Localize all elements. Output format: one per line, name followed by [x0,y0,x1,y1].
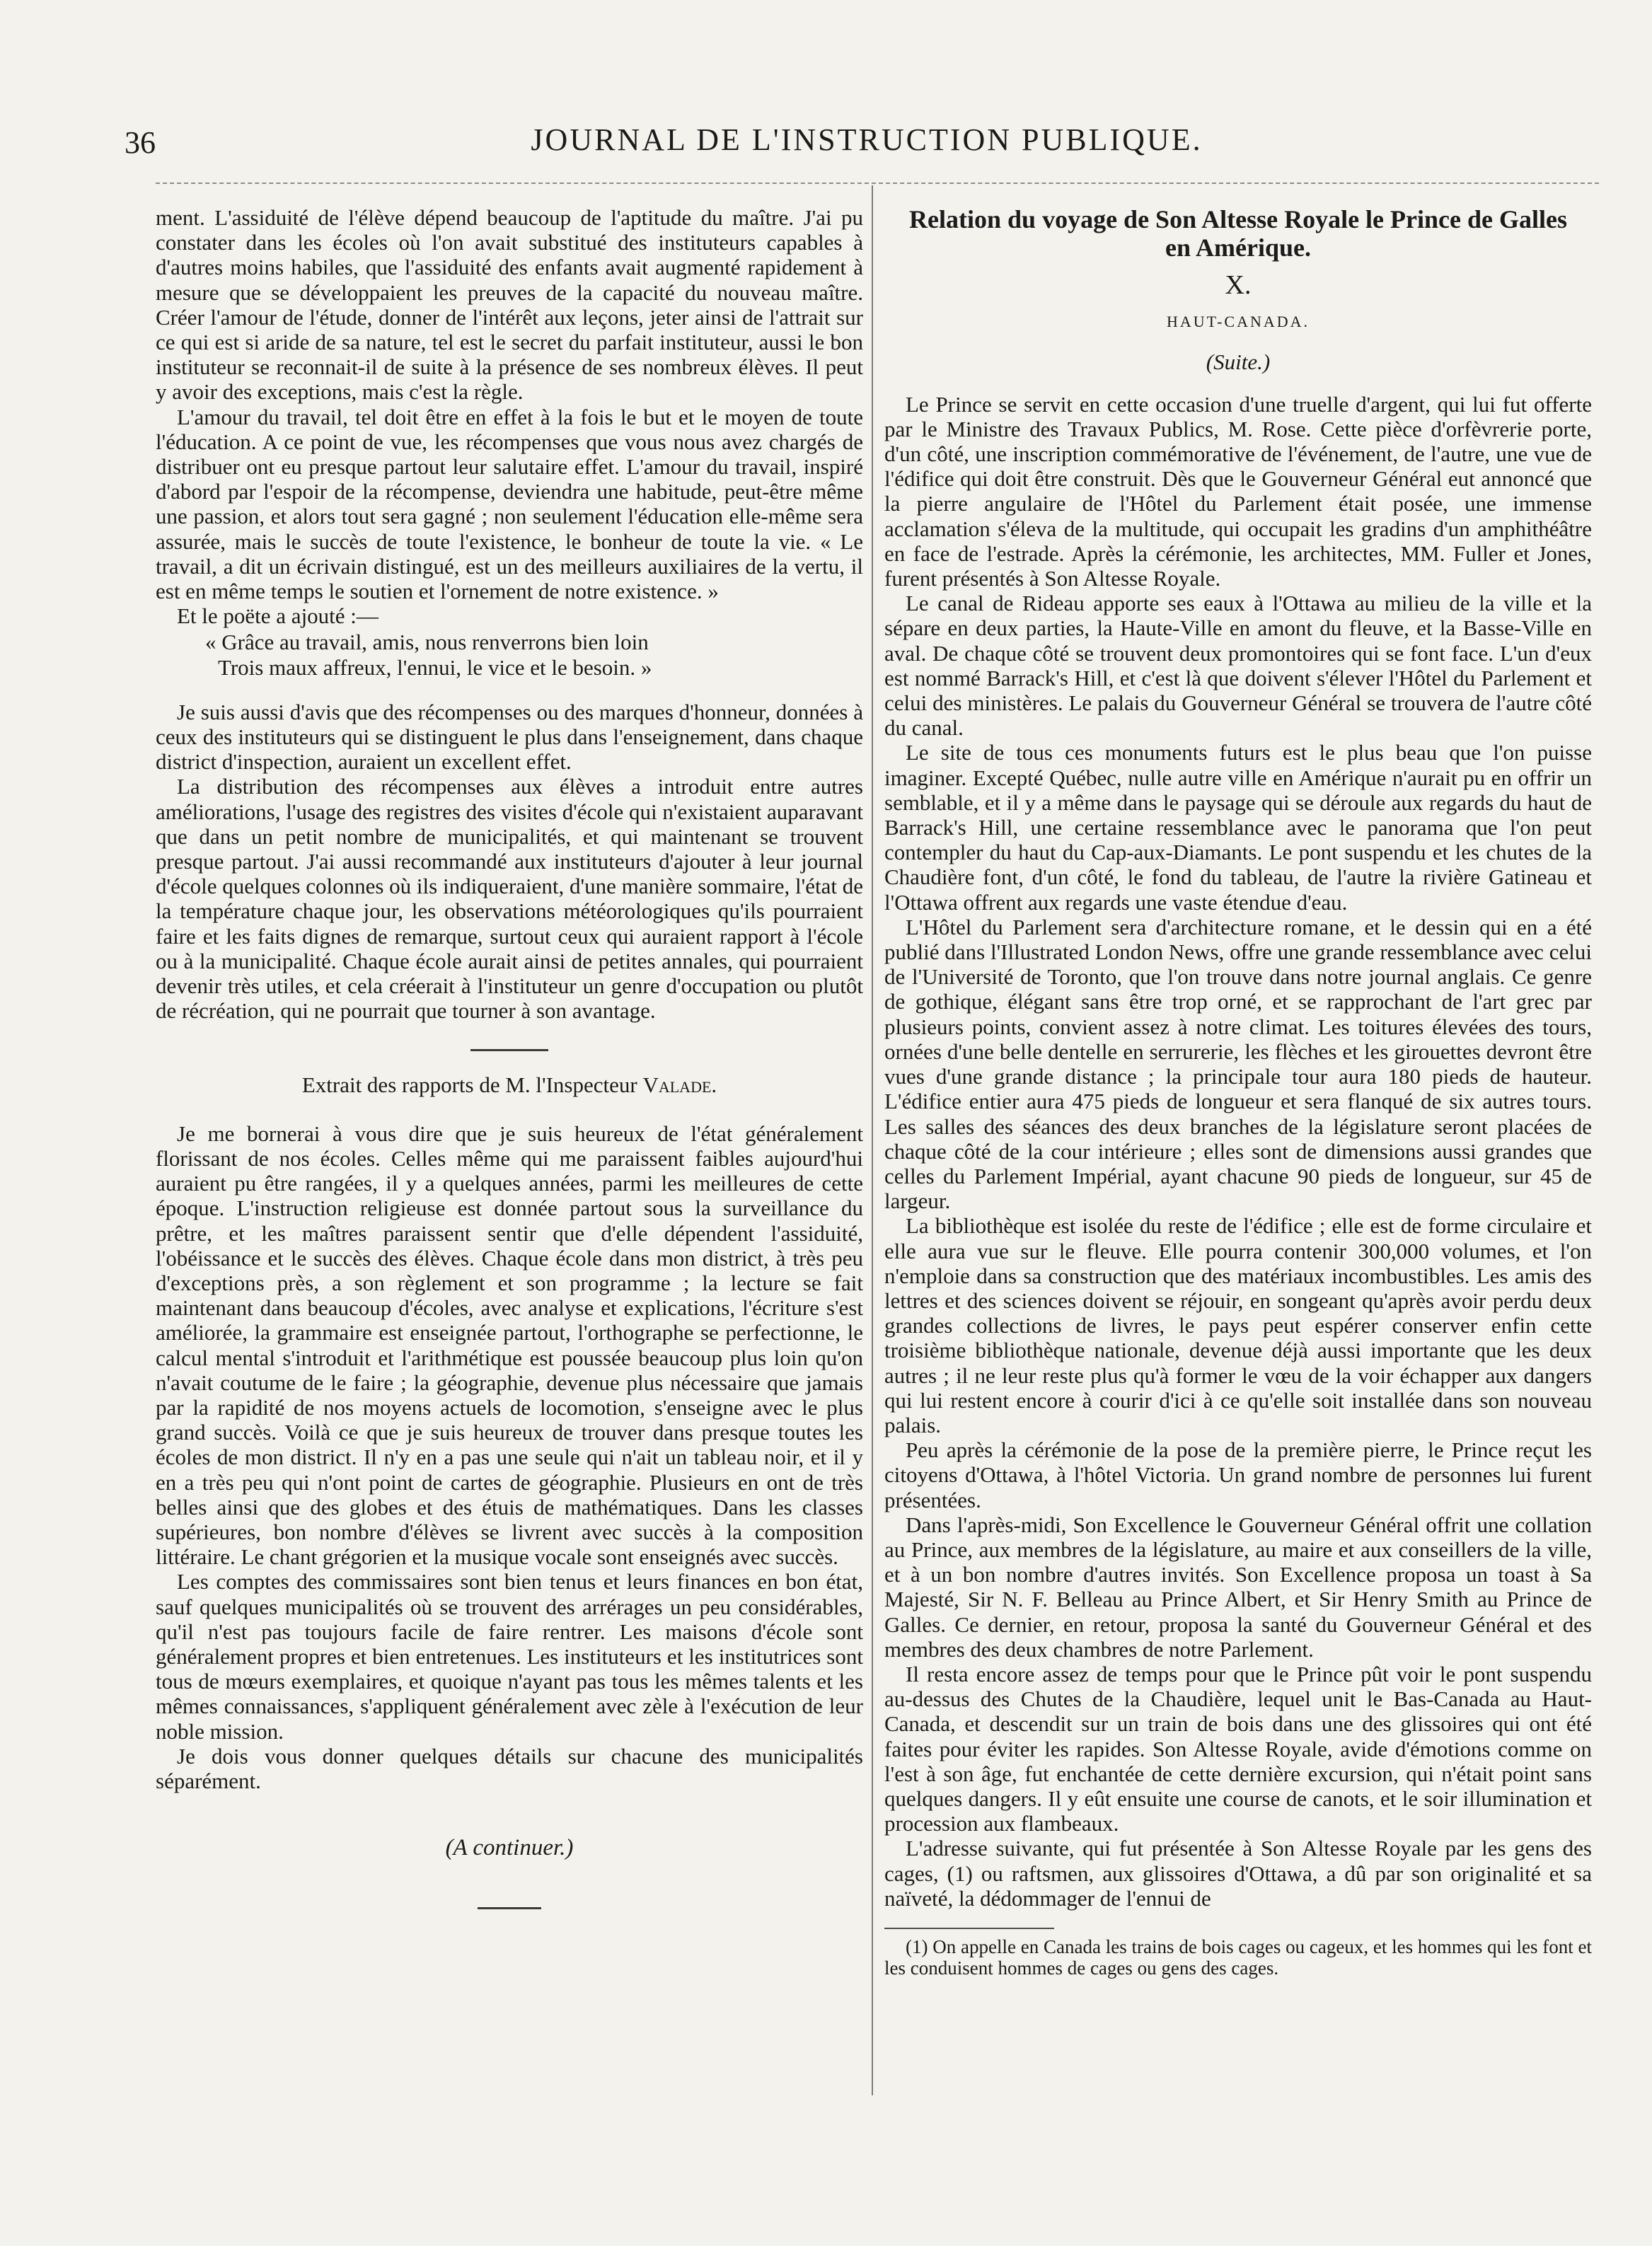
extract-title: Extrait des rapports de M. l'Inspecteur [301,1072,637,1097]
column-divider [872,185,873,2095]
left-column [156,205,863,1909]
header-rule [156,183,1599,184]
article-number: X. [1225,270,1252,300]
paragraph: L'adresse suivante, qui fut présentée à Son Altesse Royale par les gens des cages, (1) ou raftsmen, aux glissoires d'Ottawa, a dû par son originalité et sa naïveté, la dédommager de l'ennui de [884,1836,1592,1911]
paragraph: ment. L'assiduité de l'élève dépend beaucoup de l'aptitude du maître. J'ai pu constater dans les écoles où l'on avait substitué des instituteurs capables à d'autres moins habiles, que l'assiduité des enfants avait augmenté rapidement à mesure que se développaient les preuves de la capacité du nouveau maître. Créer l'amour de l'étude, donner de l'intérêt aux leçons, jeter ainsi de l'attrait sur ce qui est si aride de sa nature, tel est le secret du parfait instituteur, aussi le bon instituteur se reconnait-il de suite à la présence de ses nombreux élèves. Il peut y avoir des exceptions, mais c'est la règle. [156,205,863,405]
poem-line: Trois maux affreux, l'ennui, le vice et le besoin. » [218,654,652,680]
paragraph: L'Hôtel du Parlement sera d'architecture romane, et le dessin qui en a été publié dans l'Illustrated London News, offre une grande ressemblance avec celui de l'Université de Toronto, que l'on trouve dans notre journal anglais. Ce genre de gothique, élégant sans être trop orné, et se rapprochant de l'art grec par plusieurs points, convient assez à notre climat. Les toitures élevées des tours, ornées d'une belle dentelle en serrurerie, les flèches et les girouettes devront être vues d'une grande distance ; la principale tour aura 180 pieds de hauteur. L'édifice entier aura 475 pieds de longueur et sera flanqué de six autres tours. Les salles des séances des deux branches de la législature seront placées de chaque côté de la cour intérieure ; elles sont de dimensions aussi grandes que celles du Parlement Impérial, ayant chacune 90 pieds de longueur, sur 45 de largeur. [884,914,1592,1214]
paragraph: Les comptes des commissaires sont bien tenus et leurs finances en bon état, sauf quelques municipalités où se trouvent des arrérages un peu considérables, qu'il n'est pas toujours facile de faire rentrer. Les maisons d'école sont généralement propres et bien entretenues. Les instituteurs et les institutrices sont tous de mœurs exemplaires, et quoique n'ayant pas tous les mêmes talents et les mêmes connaissances, s'appliquent généralement avec zèle à l'exécution de leur noble mission. [156,1569,863,1744]
page-header [113,119,1578,168]
paragraph: La distribution des récompenses aux élèves a introduit entre autres améliorations, l'usage des registres des visites d'école qui n'existaient auparavant que dans un petit nombre de municipalités, et qui maintenant se trouvent presque partout. J'ai aussi recommandé aux instituteurs d'ajouter à leur journal d'école quelques colonnes où ils indiqueraient, d'une manière sommaire, l'état de la température chaque jour, les observations météorologiques qu'ils pourraient faire et les faits dignes de remarque, surtout ceux qui auraient rapport à l'école ou à la municipalité. Chaque école aurait ainsi de petites annales, qui pourraient devenir très utiles, et cela créerait à l'instituteur un genre d'occupation ou plutôt de récréation, qui ne pourrait que tourner à son avantage. [156,774,863,1024]
region-heading: HAUT-CANADA. [1166,313,1310,331]
paragraph: Le Prince se servit en cette occasion d'une truelle d'argent, qui lui fut offerte par le Ministre des Travaux Publics, M. Rose. Cette pièce d'orfèvrerie porte, d'un côté, une inscription commémorative de l'événement, de l'autre, une vue de l'édifice qui doit être construit. Dès que le Gouverneur Général eut annoncé que la pierre angulaire de l'Hôtel du Parlement était posée, une immense acclamation s'éleva de la multitude, qui occupait les gradins d'un amphithéâtre en face de l'estrade. Après la cérémonie, les architectes, MM. Fuller et Jones, furent présentés à Son Altesse Royale. [884,391,1592,591]
paragraph: Le site de tous ces monuments futurs est le plus beau que l'on puisse imaginer. Excepté Québec, nulle autre ville en Amérique n'aurait pu en offrir un semblable, et il y a même dans le paysage qui se déroule aux regards du haut de Barrack's Hill, une certaine ressemblance avec le panorama que l'on peut contempler du haut du Cap-aux-Diamants. Le pont suspendu et les chutes de la Chaudière font, d'un côté, le fond du tableau, de l'autre la rivière Gatineau et l'Ottawa offrent aux regards une vaste étendue d'eau. [884,740,1592,915]
paragraph: L'amour du travail, tel doit être en effet à la fois le but et le moyen de toute l'éducation. A ce point de vue, les récompenses que vous nous avez chargés de distribuer ont eu presque partout leur salutaire effet. L'amour du travail, inspiré d'abord par l'espoir de la récompense, deviendra une habitude, peut-être même une passion, et alors tout sera gagné ; non seulement l'éducation elle-même sera assurée, mais le succès de toute l'existence, le bonheur de toute la vie. « Le travail, a dit un écrivain distingué, est un des meilleurs auxiliaires de la vertu, il est en même temps le soutien et l'ornement de notre existence. » [156,404,863,604]
section-divider [470,1049,548,1051]
paragraph: La bibliothèque est isolée du reste de l'édifice ; elle est de forme circulaire et elle aura vue sur le fleuve. Elle pourra contenir 300,000 volumes, et l'on n'emploie dans sa construction que des matériaux incombustibles. Les amis des lettres et des sciences doivent se réjouir, en songeant qu'après avoir perdu deux grandes collections de livres, le pays peut espérer conserver enfin cette troisième bibliothèque nationale, devenue déjà aussi importante que les deux autres ; il ne leur reste plus qu'à former le vœu de la voir échapper aux dangers qui lui restent encore à courir d'ici à ce qu'elle soit installée dans son nouveau palais. [884,1213,1592,1437]
continued-label: (Suite.) [1206,349,1271,375]
poem-quote [205,630,863,679]
footnote: (1) On appelle en Canada les trains de bois cages ou cageux, et les hommes qui les font et les conduisent hommes de cages ou gens des cages. [884,1936,1592,1979]
paragraph: Peu après la cérémonie de la pose de la première pierre, le Prince reçut les citoyens d'Ottawa, à l'hôtel Victoria. Un grand nombre de personnes lui furent présentées. [884,1437,1592,1512]
paragraph: Dans l'après-midi, Son Excellence le Gouverneur Général offrit une collation au Prince, aux membres de la législature, au maire et aux conseillers de la ville, et à un bon nombre d'autres invités. Son Excellence proposa un toast à Sa Majesté, Sir N. F. Belleau au Prince Albert, et Sir Henry Smith au Prince de Galles. Ce dernier, en retour, proposa la santé du Gouverneur Général et des membres des deux chambres de notre Parlement. [884,1512,1592,1662]
right-column [884,205,1592,1979]
footnote-rule [884,1928,1054,1929]
page-number: 36 [125,125,156,160]
paragraph: Je me bornerai à vous dire que je suis heureux de l'état généralement florissant de nos écoles. Celles même qui me paraissent faibles aujourd'hui auraient pu être rangées, il y a quelques années, parmi les meilleures de cette époque. L'instruction religieuse est donnée partout sous la surveillance du prêtre, et les maîtres paraissent sentir que d'elle dépendent l'assiduité, l'obéissance et le succès des élèves. Chaque école dans mon district, à très peu d'exceptions près, a son règlement et son programme ; la lecture se fait maintenant dans beaucoup d'écoles, avec analyse et explications, l'écriture s'est améliorée, la grammaire est enseignée partout, l'orthographe se perfectionne, le calcul mental s'introduit et l'arithmétique est poussée beaucoup plus loin qu'on n'avait coutume de le faire ; la géographie, devenue plus nécessaire que jamais par la rapidité de nos moyens actuels de locomotion, s'enseigne avec le plus grand succès. Voilà ce que je suis heureux de trouver dans presque toutes les écoles de mon district. Il n'y en a pas une seule qui n'ait un tableau noir, et il y en a très peu qui n'ont point de cartes de géographie. Plusieurs en ont de très belles ainsi que des globes et des étuis de mathématiques. Dans les classes supérieures, bon nombre d'élèves se livrent avec succès à la composition littéraire. Le chant grégorien et la musique vocale sont enseignés avec succès. [156,1121,863,1570]
paragraph: Je suis aussi d'avis que des récompenses ou des marques d'honneur, données à ceux des instituteurs qui se distinguent le plus dans l'enseignement, dans chaque district d'inspection, auraient un excellent effet. [156,699,863,775]
journal-title: JOURNAL DE L'INSTRUCTION PUBLIQUE. [531,122,1203,157]
to-be-continued: (A continuer.) [445,1835,574,1861]
paragraph: Je dois vous donner quelques détails sur chacune des municipalités séparément. [156,1743,863,1793]
inspector-name: Valade. [642,1072,717,1097]
paragraph: Il resta encore assez de temps pour que le Prince pût voir le pont suspendu au-dessus des Chutes de la Chaudière, lequel unit le Bas-Canada au Haut-Canada, et descendit sur un train de bois dans une des glissoires qui ont été faites pour éviter les rapides. Son Altesse Royale, avide d'émotions comme on l'est à son âge, fut enchantée de cette dernière excursion, qui n'était point sans quelques dangers. Il y eût ensuite une course de canots, et le soir illumination et procession aux flambeaux. [884,1661,1592,1836]
end-divider [478,1907,541,1909]
extract-heading [156,1072,863,1097]
paragraph: Et le poëte a ajouté :— [177,603,379,629]
article-title: Relation du voyage de Son Altesse Royale le Prince de Galles en Amérique. [909,205,1567,262]
poem-line: « Grâce au travail, amis, nous renverrons bien loin [205,630,649,655]
paragraph: Le canal de Rideau apporte ses eaux à l'Ottawa au milieu de la ville et la sépare en deux parties, la Haute-Ville en amont du fleuve, et la Basse-Ville en aval. De chaque côté se trouvent deux promontoires qui se font face. L'un d'eux est nommé Barrack's Hill, et c'est là que doivent s'élever l'Hôtel du Parlement et celui des ministères. Le palais du Gouverneur Général se trouvera de l'autre côté du canal. [884,591,1592,741]
